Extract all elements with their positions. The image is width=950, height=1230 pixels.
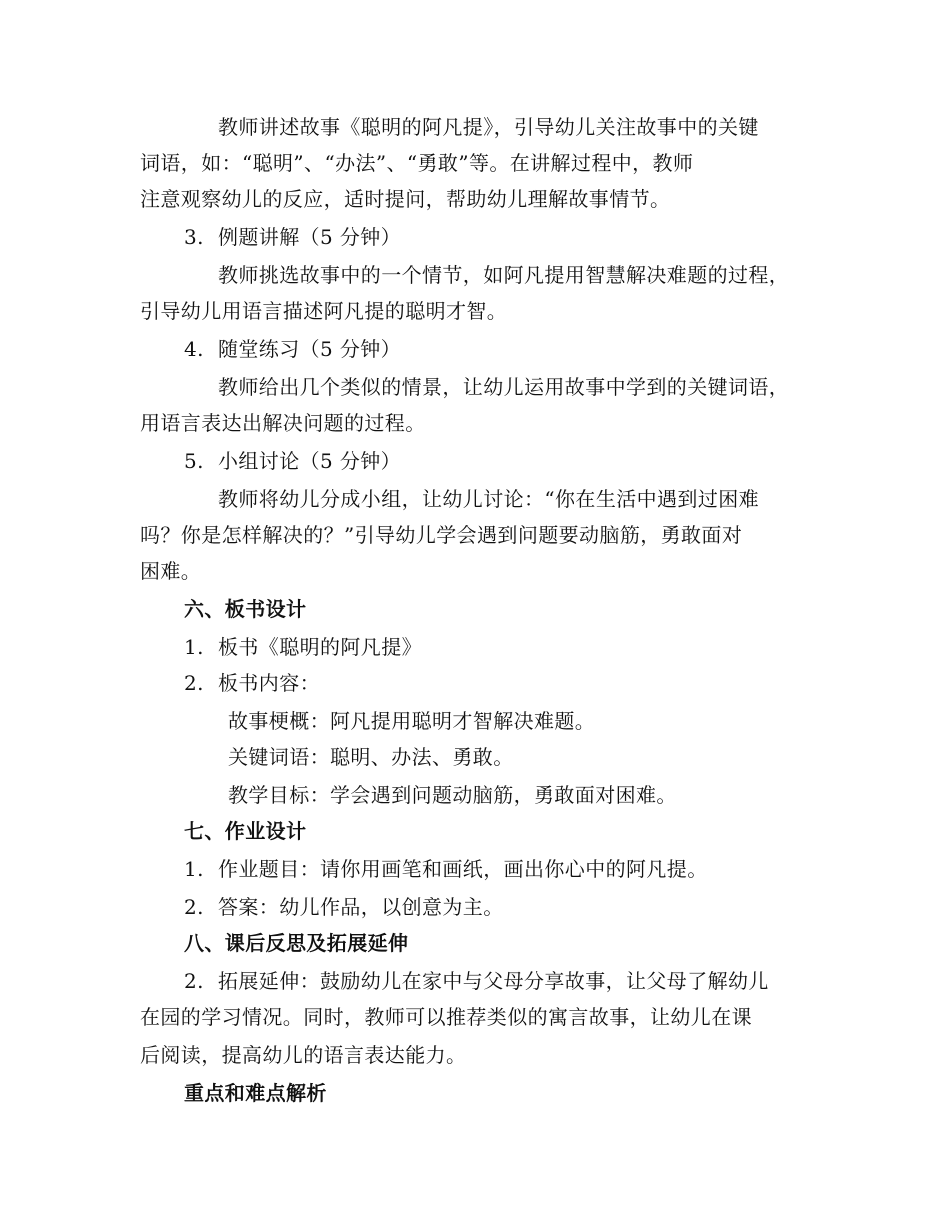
paragraph-line: 教师将幼儿分成小组，让幼儿讨论：“你在生活中遇到过困难 [218,487,760,511]
sub-item: 教学目标：学会遇到问题动脑筋，勇敢面对困难。 [228,783,677,807]
list-item-text: 答案：幼儿作品，以创意为主。 [218,895,504,919]
list-item-2 [184,668,320,698]
list-item-text: 例题讲解（5 分钟） [218,225,402,249]
list-number: 5. [184,449,204,473]
section-heading: 六、板书设计 [184,597,307,621]
paragraph-line: 困难。 [140,559,202,583]
paragraph-line: 吗？你是怎样解决的？”引导幼儿学会遇到问题要动脑筋，勇敢面对 [140,523,743,547]
paragraph-line: 教师讲述故事《聪明的阿凡提》，引导幼儿关注故事中的关键 [218,115,759,139]
paragraph-line: 后阅读，提高幼儿的语言表达能力。 [140,1043,467,1067]
section-heading: 八、课后反思及拓展延伸 [184,931,409,955]
section-heading: 七、作业设计 [184,819,307,843]
list-number: 1. [184,635,204,659]
list-item-4 [184,334,401,364]
list-item-text: 板书《聪明的阿凡提》 [218,635,422,659]
list-item-5 [184,446,401,476]
list-number: 2. [184,671,204,695]
list-number: 1. [184,857,204,881]
list-item-text: 板书内容： [218,671,320,695]
list-item-text: 随堂练习（5 分钟） [218,337,402,361]
paragraph-line: 注意观察幼儿的反应，适时提问，帮助幼儿理解故事情节。 [140,187,671,211]
sub-item: 关键词语：聪明、办法、勇敢。 [228,745,514,769]
sub-item: 故事梗概：阿凡提用聪明才智解决难题。 [228,709,596,733]
paragraph-line: 用语言表达出解决问题的过程。 [140,411,426,435]
list-item-3 [184,222,401,252]
paragraph-line: 词语，如：“聪明”、“办法”、“勇敢”等。在讲解过程中，教师 [140,151,694,175]
list-item-1 [184,854,708,884]
list-number: 4. [184,337,204,361]
section-heading: 重点和难点解析 [184,1081,327,1105]
list-item-text: 拓展延伸：鼓励幼儿在家中与父母分享故事，让父母了解幼儿 [218,969,769,993]
paragraph-line: 在园的学习情况。同时，教师可以推荐类似的寓言故事，让幼儿在课 [140,1005,752,1029]
list-number: 3. [184,225,204,249]
paragraph-line: 教师挑选故事中的一个情节，如阿凡提用智慧解决难题的过程， [218,263,790,287]
list-item-2 [184,892,504,922]
list-item-2 [184,966,769,996]
list-number: 2. [184,895,204,919]
list-item-text: 小组讨论（5 分钟） [218,449,402,473]
paragraph-line: 教师给出几个类似的情景，让幼儿运用故事中学到的关键词语， [218,375,790,399]
paragraph-line: 引导幼儿用语言描述阿凡提的聪明才智。 [140,299,508,323]
list-item-text: 作业题目：请你用画笔和画纸，画出你心中的阿凡提。 [218,857,708,881]
list-item-1 [184,632,422,662]
list-number: 2. [184,969,204,993]
